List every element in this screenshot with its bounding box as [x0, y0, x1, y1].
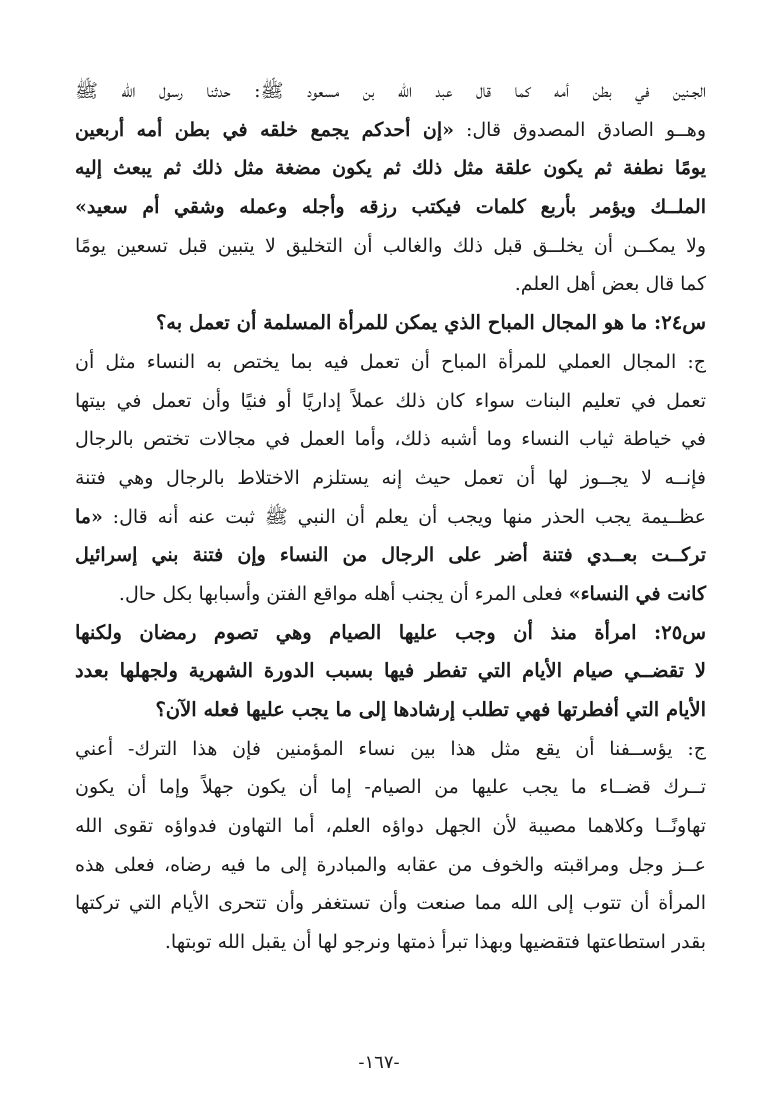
text-run: تــرك قضــاء ما يجب عليها من الصيام- إما أن يكون جهلاً وإما أن يكون — [75, 776, 706, 799]
question-text: س٢٥: امرأة منذ أن وجب عليها الصيام وهي تصوم رمضان ولكنها — [75, 620, 706, 644]
text-line — [75, 382, 706, 421]
text-run: تعمل في تعليم البنات سواء كان ذلك عملاً إداريًا أو فنيًا وأن تعمل في بيتها — [75, 389, 706, 412]
text-line — [75, 846, 706, 885]
text-run: فإنــه لا يجــوز لها أن تعمل حيث إنه يستلزم الاختلاط بالرجال وهي فتنة — [75, 466, 706, 489]
text-line — [75, 807, 706, 846]
hadith-text: يومًا نطفة ثم يكون علقة مثل ذلك ثم يكون مضغة مثل ذلك ثم يبعث إليه — [75, 157, 706, 180]
text-line — [75, 459, 706, 498]
hadith-text-line — [75, 536, 706, 575]
text-run: ولا يمكــن أن يخلــق قبل ذلك والغالب أن التخليق لا يتبين قبل تسعين يومًا — [75, 234, 706, 257]
text-line — [75, 227, 706, 266]
hadith-text: «إن أحدكم يجمع خلقه في بطن أمه أربعين — [75, 118, 454, 141]
text-run: الجـنين في بطن أمه كما قال عبد الله بن مسعود ﷺ: حدثنا رسول الله ﷺ — [75, 80, 706, 102]
text-line — [75, 923, 706, 962]
text-run: عظــيمة يجب الحذر منها ويجب أن يعلم أن النبي ﷺ ثبت عنه أنه قال: — [102, 505, 706, 528]
text-run: ج: المجال العملي للمرأة المباح أن تعمل فيه بما يختص به النساء مثل أن — [75, 350, 706, 373]
question-heading — [75, 614, 706, 653]
text-line — [75, 111, 706, 150]
text-line — [75, 730, 706, 769]
document-page — [75, 72, 706, 962]
text-run: بقدر استطاعتها فتقضيها وبهذا تبرأ ذمتها ونرجو لها أن يقبل الله توبتها. — [164, 931, 706, 954]
text-line — [75, 420, 706, 459]
text-line — [75, 343, 706, 382]
text-line — [75, 768, 706, 807]
hadith-text: الملــك ويؤمر بأربع كلمات فيكتب رزقه وأجله وعمله وشقي أم سعيد» — [75, 196, 706, 219]
text-run: تهاونًــا وكلاهما مصيبة لأن الجهل دواؤه العلم، أما التهاون فدواؤه تقوى الله — [75, 815, 706, 838]
text-run: فعلى المرء أن يجنب أهله مواقع الفتن وأسبابها بكل حال. — [118, 582, 569, 605]
question-text: لا تقضــي صيام الأيام التي تفطر فيها بسبب الدورة الشهرية ولجهلها بعدد — [75, 659, 706, 683]
question-heading — [75, 304, 706, 343]
hadith-text: تركــت بعــدي فتنة أضر على الرجال من النساء وإن فتنة بني إسرائيل — [75, 544, 706, 567]
question-heading — [75, 691, 706, 730]
question-heading — [75, 652, 706, 691]
text-run: المرأة أن تتوب إلى الله مما صنعت وأن تستغفر وأن تتحرى الأيام التي تركتها — [75, 892, 706, 915]
text-run: ج: يؤســفنا أن يقع مثل هذا بين نساء المؤمنين فإن هذا الترك- أعني — [75, 737, 706, 760]
text-run: في خياطة ثياب النساء وما أشبه ذلك، وأما العمل في مجالات تختص بالرجال — [75, 428, 706, 451]
text-run: عــز وجل ومراقبته والخوف من عقابه والمبادرة إلى ما فيه رضاه، فعلى هذه — [75, 853, 706, 876]
hadith-text: «ما — [75, 505, 103, 528]
text-line — [75, 884, 706, 923]
question-text: الأيام التي أفطرتها فهي تطلب إرشادها إلى ما يجب عليها فعله الآن؟ — [155, 698, 706, 721]
page-number: -١٦٧- — [358, 1052, 400, 1073]
hadith-text: كانت في النساء» — [568, 582, 706, 605]
text-line — [75, 575, 706, 614]
hadith-text-line — [75, 188, 706, 227]
hadith-text-line — [75, 149, 706, 188]
text-run: وهــو الصادق المصدوق قال: — [454, 118, 706, 141]
text-run: كما قال بعض أهل العلم. — [514, 273, 706, 296]
text-line — [75, 72, 706, 111]
question-text: س٢٤: ما هو المجال المباح الذي يمكن للمرأة المسلمة أن تعمل به؟ — [155, 311, 706, 335]
text-line — [75, 498, 706, 537]
text-line — [75, 265, 706, 304]
